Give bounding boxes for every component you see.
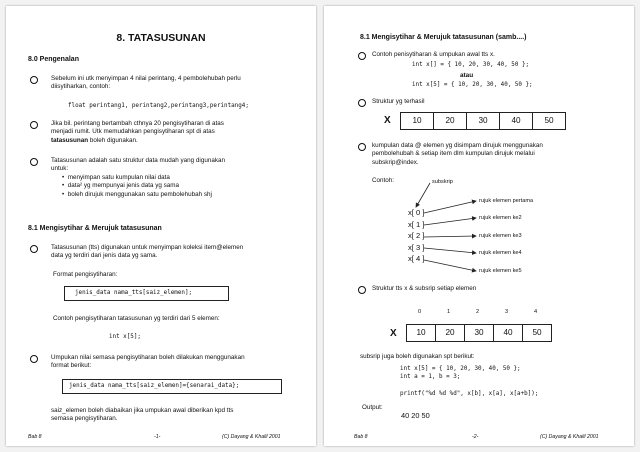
format-code: jenis_data nama_tts[saiz_elemen]; bbox=[75, 290, 193, 296]
format2-code-box bbox=[62, 379, 282, 394]
array-cell: 50 bbox=[532, 112, 566, 130]
para-5-line: format berikut: bbox=[51, 362, 92, 370]
bullet-icon bbox=[30, 121, 38, 129]
bullet-icon bbox=[358, 286, 366, 294]
arrow-element-3 bbox=[424, 236, 476, 237]
example-label: Contoh pengisytiharan tatasusunan yg terdiri dari 5 elemen: bbox=[53, 315, 220, 322]
array-cell: 10 bbox=[406, 324, 436, 342]
para-1 bbox=[51, 75, 241, 92]
arrow-element-5 bbox=[424, 260, 476, 271]
code-declaration: float perintang1, perintang2,perintang3,perintang4; bbox=[68, 103, 249, 109]
code-line bbox=[400, 382, 538, 390]
arrow-element-1 bbox=[424, 201, 476, 213]
list-item-text: menyimpan satu kumpulan nilai data bbox=[67, 174, 170, 181]
para-4-line: Tatasusunan (tts) digunakan untuk menyimpan koleksi item@elemen bbox=[51, 244, 244, 251]
output-values: 40 20 50 bbox=[401, 411, 430, 420]
element-label: rujuk elemen ke4 bbox=[479, 250, 522, 256]
bullet-icon bbox=[30, 76, 38, 84]
format2-code: jenis_data nama_tts[saiz_elemen]={senarai_data}; bbox=[69, 383, 240, 389]
array-name: X bbox=[390, 328, 397, 339]
bullet-text-1: Contoh penisytiharan & umpukan awal tts x. bbox=[372, 51, 495, 58]
example-code: int x[5]; bbox=[109, 334, 141, 340]
list-item: • data² yg mempunyai jenis data yg sama bbox=[62, 182, 180, 190]
list-item-text: data² yg mempunyai jenis data yg sama bbox=[67, 182, 180, 190]
bullet-text-3-line: kumpulan data @ elemen yg disimpam dirujuk menggunakan bbox=[372, 142, 543, 149]
element-label: rujuk elemen ke5 bbox=[479, 268, 522, 274]
footer-page-number: -1- bbox=[154, 434, 161, 440]
para-3-line: untuk: bbox=[51, 165, 69, 173]
para-4 bbox=[51, 244, 243, 261]
page-title: 8.1 Mengisytihar & Merujuk tatasusunan (samb....) bbox=[360, 34, 527, 41]
para-1-line: Sebelum ini utk menyimpan 4 nilai perintang, 4 pembolehubah perlu bbox=[51, 75, 241, 82]
code-line: int x[5] = { 10, 20, 30, 40, 50 }; bbox=[400, 366, 521, 372]
para-2-tail: boleh digunakan. bbox=[88, 136, 138, 144]
array-cell: 40 bbox=[493, 324, 523, 342]
element-label: rujuk elemen ke2 bbox=[479, 215, 522, 221]
para-6-line: semasa pengisytiharan. bbox=[51, 415, 118, 423]
index-label: 3 bbox=[505, 309, 509, 315]
array-cell: 40 bbox=[499, 112, 533, 130]
or-label: atau bbox=[460, 72, 474, 79]
para-6-line: saiz_elemen boleh diabaikan jika umpukan awal diberikan kpd tts bbox=[51, 407, 234, 414]
page-1 bbox=[6, 6, 316, 446]
arrow-element-4 bbox=[424, 248, 476, 253]
para-2 bbox=[51, 120, 224, 145]
para-4-line: data yg terdiri dari jenis data yg sama. bbox=[51, 252, 158, 260]
output-label: Output: bbox=[362, 404, 383, 411]
para-2-line: Jika bil. perintang bertambah cthnya 20 pengisytiharan di atas bbox=[51, 120, 224, 127]
bullet-icon bbox=[30, 245, 38, 253]
purpose-list bbox=[62, 174, 212, 199]
array-cell: 50 bbox=[522, 324, 552, 342]
format-code-box bbox=[64, 286, 229, 301]
subscript-item: x[ 4 ] bbox=[408, 254, 425, 264]
footer-chapter: Bab 8 bbox=[354, 434, 368, 440]
para-3 bbox=[51, 157, 225, 174]
bullet-text-3-line: pembolehubah & setiap item dlm kumpulan dirujuk melalui bbox=[372, 150, 535, 158]
section-heading-intro: 8.0 Pengenalan bbox=[28, 56, 79, 63]
format-label: Format pengisytiharan: bbox=[53, 271, 118, 278]
bullet-text-4: Struktur tts x & subsrip setiap elemen bbox=[372, 285, 477, 292]
para-1-line: diisytiharkan, contoh: bbox=[51, 83, 111, 91]
array-cell: 10 bbox=[400, 112, 434, 130]
subscript-item: x[ 0 ] bbox=[408, 208, 425, 217]
usage-label: subsrip juga boleh digunakan spt berikut: bbox=[360, 353, 475, 360]
page-2 bbox=[324, 6, 634, 446]
bullet-icon bbox=[30, 355, 38, 363]
code-line: int a = 1, b = 3; bbox=[400, 374, 461, 381]
list-item: • boleh dirujuk menggunakan satu pembolehubah shj bbox=[62, 190, 212, 198]
page-title: 8. TATASUSUNAN bbox=[116, 32, 206, 44]
list-item-text: boleh dirujuk menggunakan satu pembolehubah shj bbox=[67, 190, 212, 198]
code-init-a: int x[] = { 10, 20, 30, 40, 50 }; bbox=[412, 62, 530, 68]
footer-copyright: (C) Dayang & Khalil 2001 bbox=[222, 434, 281, 440]
array-name: X bbox=[384, 115, 391, 126]
arrow-subscript bbox=[416, 183, 430, 207]
footer-chapter: Bab 8 bbox=[28, 434, 42, 440]
array-cell: 20 bbox=[435, 324, 465, 342]
usage-code bbox=[400, 365, 538, 399]
index-label: 0 bbox=[418, 309, 422, 315]
subscript-label: subskrip bbox=[432, 179, 453, 185]
term-bold: tatasusunan bbox=[51, 136, 89, 144]
subscript-item: x[ 3 ] bbox=[408, 242, 425, 252]
para-5 bbox=[51, 354, 245, 371]
footer-page-number: -2- bbox=[472, 434, 479, 440]
para-2-line bbox=[51, 137, 224, 145]
code-init-b: int x[5] = { 10, 20, 30, 40, 50 }; bbox=[412, 82, 533, 88]
example-label: Contoh: bbox=[372, 177, 395, 184]
index-label: 4 bbox=[534, 309, 538, 315]
para-5-line: Umpukan nilai semasa pengisytiharan boleh dilakukan menggunakan bbox=[51, 354, 245, 361]
bullet-icon bbox=[30, 158, 38, 166]
array-cell: 30 bbox=[464, 324, 494, 342]
element-label: rujuk elemen pertama bbox=[479, 198, 534, 204]
list-item: • menyimpan satu kumpulan nilai data bbox=[62, 174, 170, 181]
arrow-element-2 bbox=[424, 218, 476, 225]
index-label: 1 bbox=[447, 309, 451, 315]
array-cell: 30 bbox=[466, 112, 500, 130]
array-cell: 20 bbox=[433, 112, 467, 130]
para-3-line: Tatasusunan adalah satu struktur data mudah yang digunakan bbox=[51, 157, 225, 164]
element-label: rujuk elemen ke3 bbox=[479, 233, 522, 239]
index-label: 2 bbox=[476, 309, 480, 315]
subscript-item: x[ 1 ] bbox=[408, 219, 425, 229]
subscript-item: x[ 2 ] bbox=[408, 231, 425, 241]
section-heading-declare: 8.1 Mengisytihar & Merujuk tatasusunan bbox=[28, 225, 162, 232]
para-6 bbox=[51, 407, 233, 424]
code-line: printf("%d %d %d", x[b], x[a], x[a+b]); bbox=[400, 391, 539, 398]
footer-copyright: (C) Dayang & Khalil 2001 bbox=[540, 434, 599, 440]
para-2-line: menjadi rumit. Utk memudahkan pengisytiharan spt di atas bbox=[51, 128, 215, 136]
bullet-text-3-line: subskrip@index. bbox=[372, 158, 419, 166]
bullet-text-2: Struktur yg terhasil bbox=[372, 98, 425, 105]
